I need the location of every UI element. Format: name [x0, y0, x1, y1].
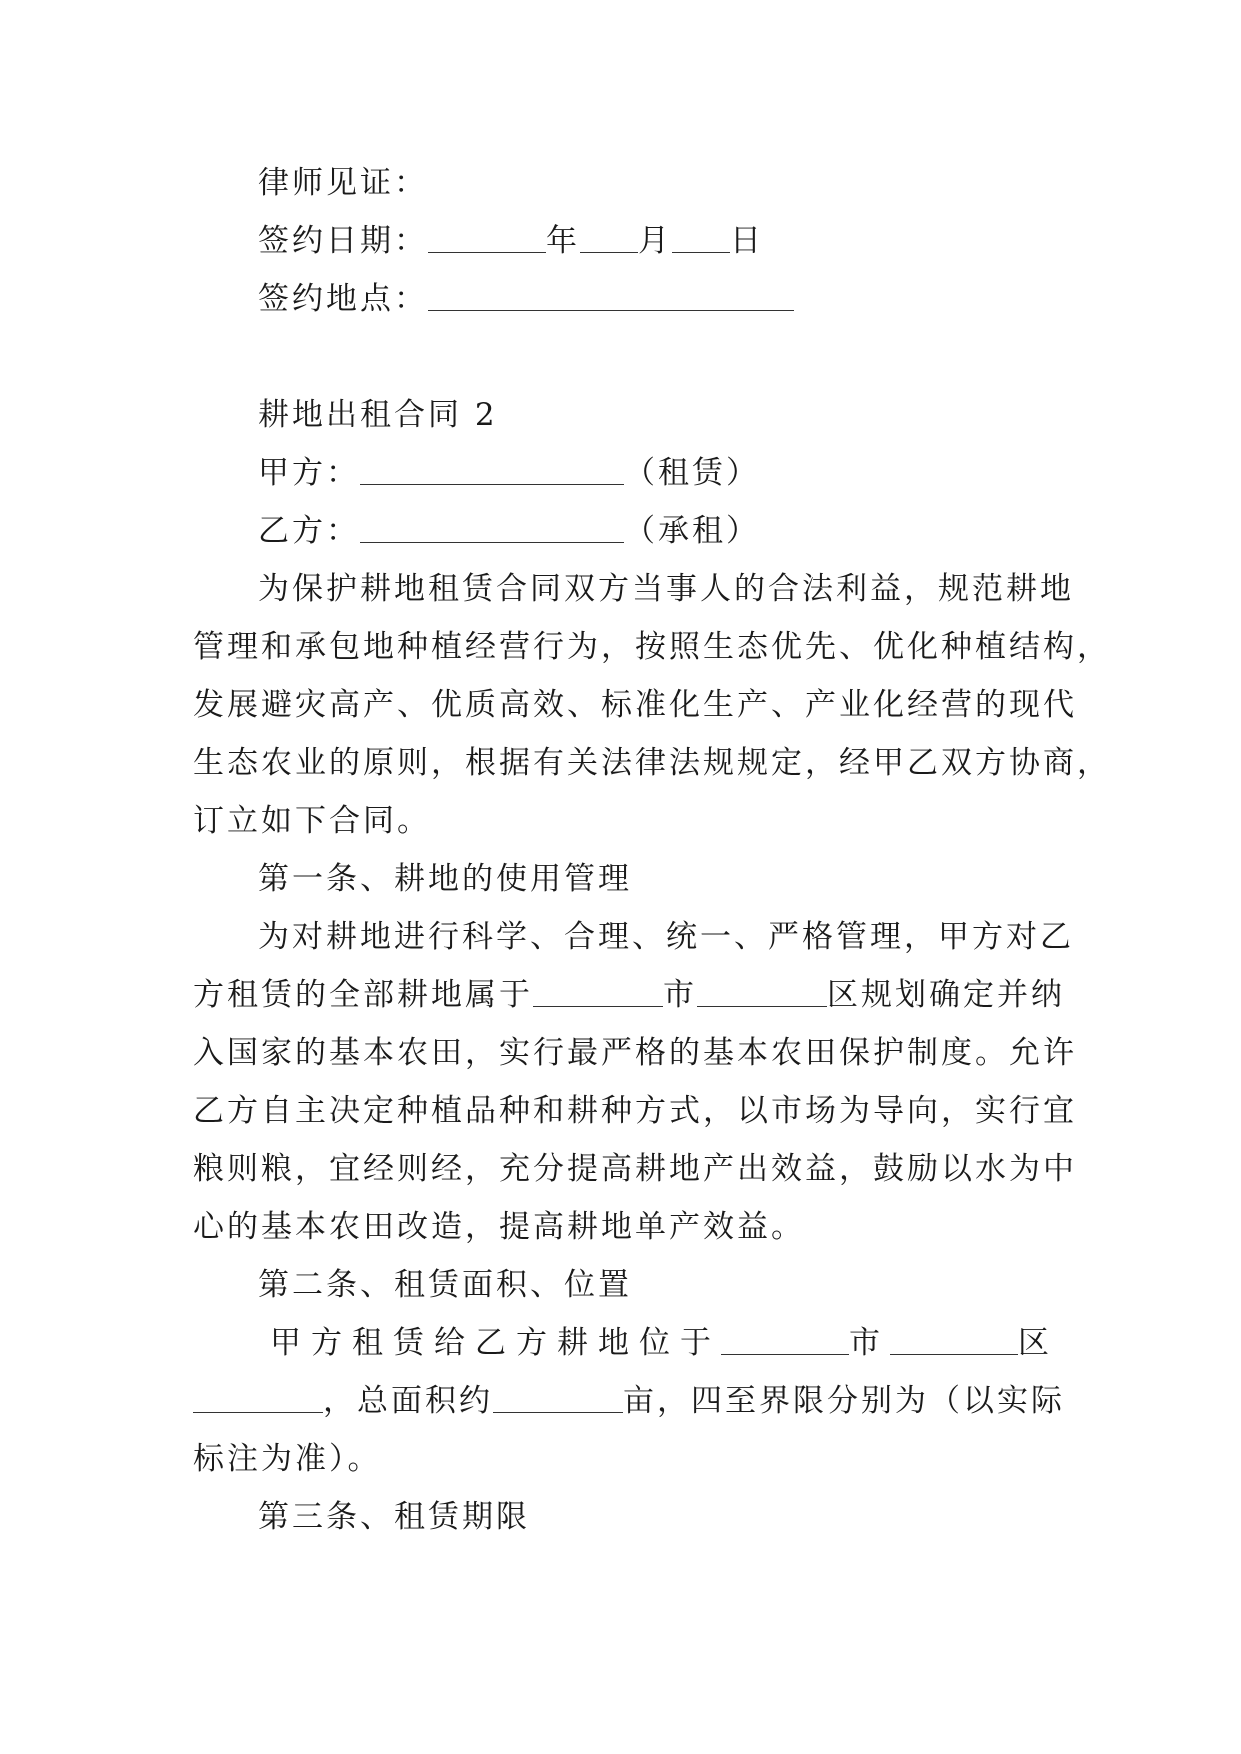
- area-blank[interactable]: [493, 1386, 623, 1413]
- sign-place-label: 签约地点：: [258, 281, 428, 317]
- party-a-label: 甲方：: [258, 455, 360, 491]
- district-blank-1[interactable]: [697, 980, 827, 1007]
- preamble-line-2: 管理和承包地种植经营行为，按照生态优先、优化种植结构，: [193, 629, 1111, 665]
- year-blank[interactable]: [428, 226, 546, 253]
- preamble-line-3: 发展避灾高产、优质高效、标准化生产、产业化经营的现代: [193, 687, 1077, 723]
- day-blank[interactable]: [672, 226, 730, 253]
- district-blank-2[interactable]: [890, 1328, 1018, 1355]
- article2-line-2a: ，总面积约: [323, 1383, 493, 1419]
- party-b-line: [258, 511, 760, 551]
- article2-line-1a: 甲方租赁给乙方耕地位于: [270, 1325, 721, 1361]
- location-blank[interactable]: [193, 1386, 323, 1413]
- article3-heading: 第三条、租赁期限: [258, 1499, 530, 1535]
- witness-label: 律师见证：: [258, 165, 428, 201]
- preamble-line-4: 生态农业的原则，根据有关法律法规规定，经甲乙双方协商，: [193, 745, 1111, 781]
- sign-date-label: 签约日期：: [258, 223, 428, 259]
- preamble-line-5: 订立如下合同。: [193, 803, 431, 839]
- sign-place-blank[interactable]: [428, 284, 794, 311]
- month-label: 月: [638, 223, 672, 259]
- contract-title-text: 耕地出租合同 2: [258, 397, 498, 433]
- article1-heading: 第一条、耕地的使用管理: [258, 861, 632, 897]
- city-blank-2[interactable]: [721, 1328, 849, 1355]
- sign-place-line: [258, 279, 794, 319]
- article2-line-2b: 亩，四至界限分别为（以实际: [623, 1383, 1065, 1419]
- article1-line-3: 入国家的基本农田，实行最严格的基本农田保护制度。允许: [193, 1035, 1077, 1071]
- article1-line-2c: 区规划确定并纳: [827, 977, 1065, 1013]
- party-b-role: （承租）: [624, 513, 760, 549]
- article1-line-4: 乙方自主决定种植品种和耕种方式，以市场为导向，实行宜: [193, 1093, 1077, 1129]
- party-b-blank[interactable]: [360, 516, 624, 543]
- article1-line-2b: 市: [663, 977, 697, 1013]
- article1-line-2: [193, 975, 1065, 1015]
- article2-line-1b: 市: [849, 1325, 890, 1361]
- article2-line-3: 标注为准）。: [193, 1441, 382, 1477]
- month-blank[interactable]: [580, 226, 638, 253]
- party-a-blank[interactable]: [360, 458, 624, 485]
- year-label: 年: [546, 223, 580, 259]
- day-label: 日: [730, 223, 764, 259]
- party-a-role: （租赁）: [624, 455, 760, 491]
- witness-line: [258, 163, 428, 203]
- article2-line-2: [193, 1381, 1065, 1421]
- contract-title: [258, 395, 498, 435]
- article1-line-5: 粮则粮，宜经则经，充分提高耕地产出效益，鼓励以水为中: [193, 1151, 1077, 1187]
- party-a-line: [258, 453, 760, 493]
- article1-line-1: 为对耕地进行科学、合理、统一、严格管理，甲方对乙: [258, 919, 1074, 955]
- article2-line-1: [270, 1323, 1059, 1363]
- article2-heading: 第二条、租赁面积、位置: [258, 1267, 632, 1303]
- sign-date-line: [258, 221, 764, 261]
- party-b-label: 乙方：: [258, 513, 360, 549]
- article1-line-2a: 方租赁的全部耕地属于: [193, 977, 533, 1013]
- city-blank-1[interactable]: [533, 980, 663, 1007]
- article1-line-6: 心的基本农田改造，提高耕地单产效益。: [193, 1209, 805, 1245]
- preamble-line-1: 为保护耕地租赁合同双方当事人的合法利益，规范耕地: [258, 571, 1074, 607]
- article2-line-1c: 区: [1018, 1325, 1059, 1361]
